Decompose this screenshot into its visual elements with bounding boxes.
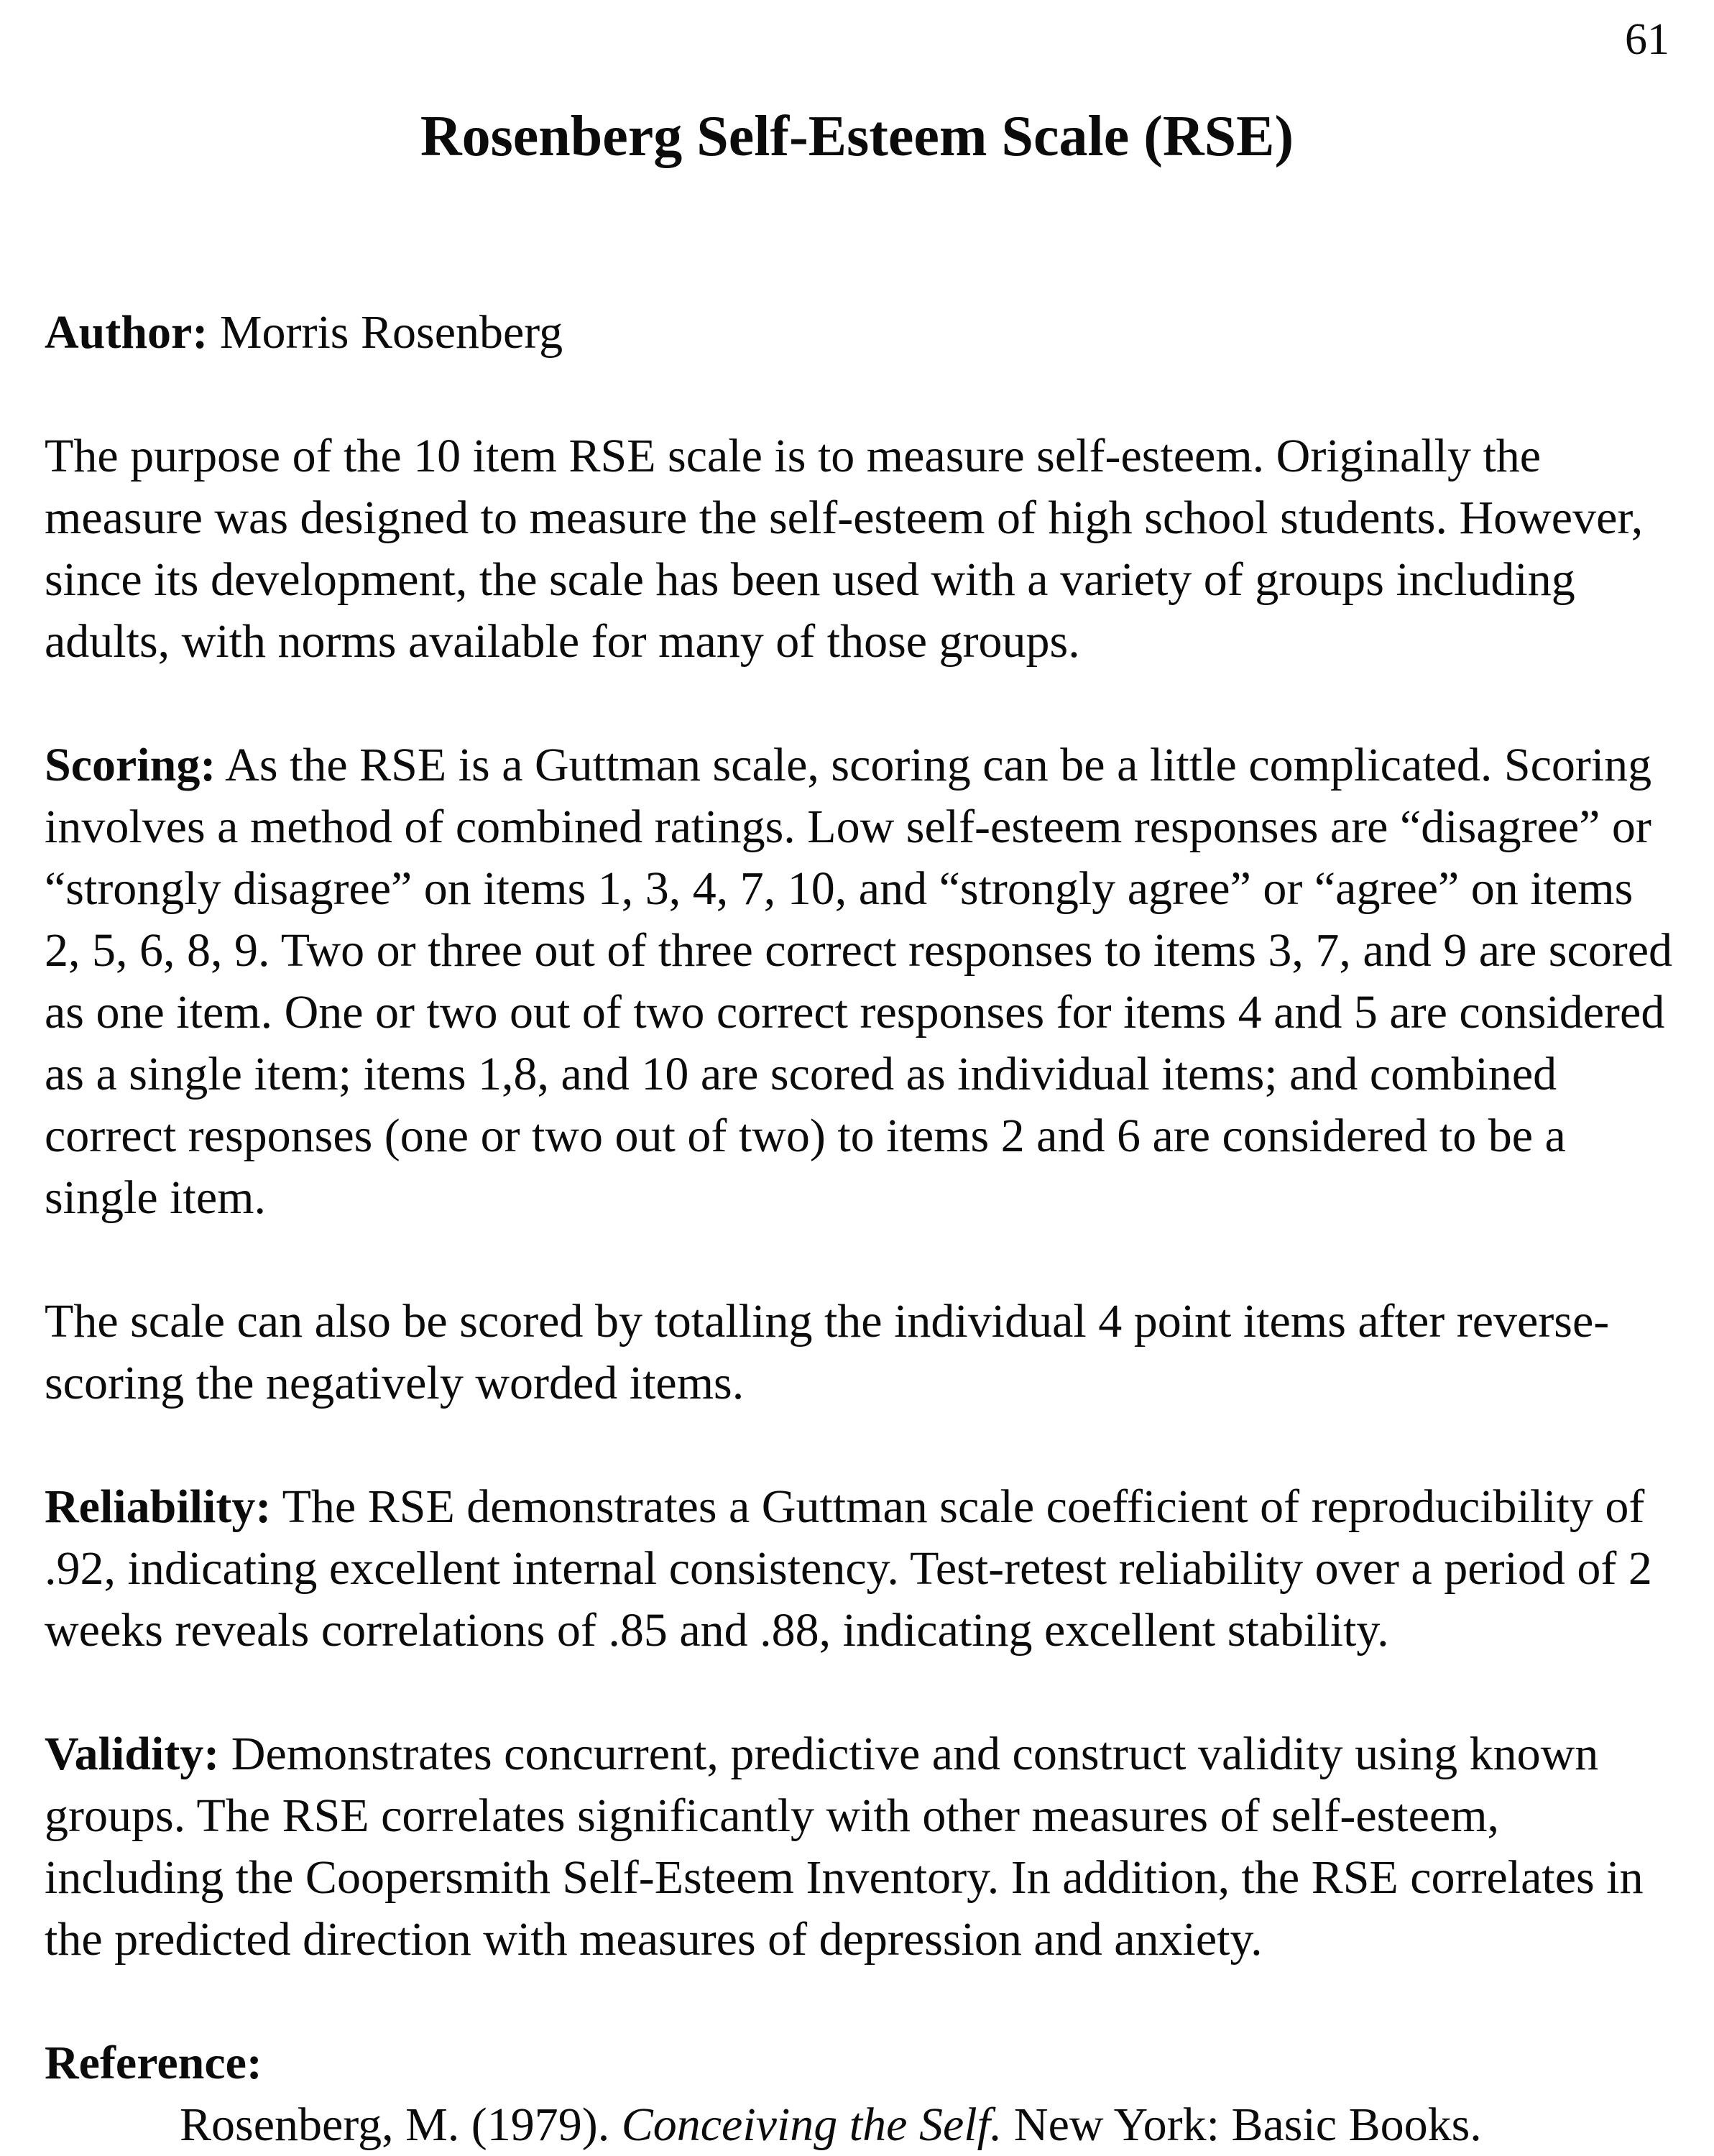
validity-label: Validity: — [45, 1728, 220, 1780]
citation-title: Conceiving the Self. — [621, 2099, 1003, 2151]
scoring-label: Scoring: — [45, 739, 216, 791]
reference-citation — [45, 2094, 1676, 2156]
scoring-paragraph — [45, 734, 1676, 1229]
reliability-paragraph — [45, 1476, 1676, 1662]
validity-text: Demonstrates concurrent, predictive and construct validity using known groups. The RSE correlates significantly with other measures of self-esteem, including the Coopersmith Self-Esteem Inventory. In addition, the RSE correlates in the predicted direction with measures of depression and anxiety. — [45, 1728, 1644, 1966]
citation-prefix: Rosenberg, M. (1979). — [180, 2099, 622, 2151]
document-title: Rosenberg Self-Esteem Scale (RSE) — [420, 105, 1294, 168]
validity-paragraph — [45, 1723, 1676, 1971]
page-number: 61 — [1625, 15, 1669, 64]
scoring-text: As the RSE is a Guttman scale, scoring can be a little complicated. Scoring involves a method of combined ratings. Low self-esteem responses are “disagree” or “strongly disagree” on items 1, 3, 4, 7, 10, and “strongly agree” or “agree” on items 2, 5, 6, 8, 9. Two or three out of three correct responses to items 3, 7, and 9 are scored as one item. One or two out of two correct responses for items 4 and 5 are considered as a single item; items 1,8, and 10 are scored as individual items; and combined correct responses (one or two out of two) to items 2 and 6 are considered to be a single item. — [45, 739, 1673, 1224]
author-paragraph — [45, 302, 1676, 364]
author-label: Author: — [45, 306, 208, 359]
alternate-scoring-paragraph: The scale can also be scored by totalling the individual 4 point items after reverse-scoring the negatively worded items. — [45, 1295, 1610, 1409]
reliability-text: The RSE demonstrates a Guttman scale coefficient of reproducibility of .92, indicating excellent internal consistency. Test-retest reliability over a period of 2 weeks reveals correlations of .85 and .88, indicating excellent stability. — [45, 1480, 1652, 1657]
reference-heading: Reference: — [45, 2037, 262, 2089]
document-body — [45, 302, 1676, 2156]
author-name: Morris Rosenberg — [208, 306, 563, 359]
purpose-paragraph: The purpose of the 10 item RSE scale is to measure self-esteem. Originally the measure was designed to measure the self-esteem of high school students. However, since its development, the scale has been used with a variety of groups including adults, with norms available for many of those groups. — [45, 430, 1644, 668]
reliability-label: Reliability: — [45, 1480, 272, 1533]
citation-suffix: New York: Basic Books. — [1002, 2099, 1482, 2151]
